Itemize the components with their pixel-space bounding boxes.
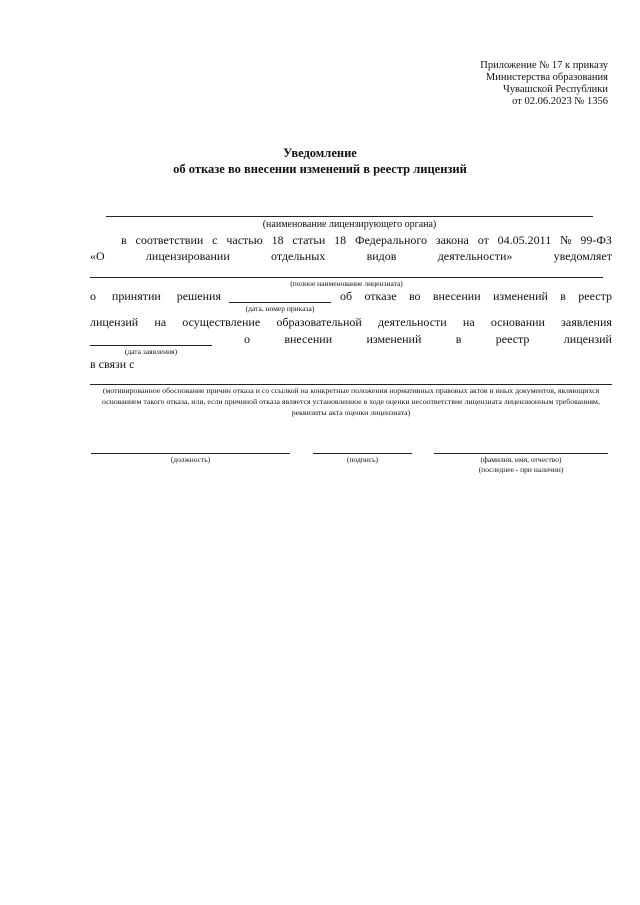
- signature-caption: (подпись): [346, 455, 379, 464]
- order-field-line: [229, 302, 331, 303]
- appendix-header: [480, 60, 608, 108]
- reason-intro: в связи с: [90, 357, 135, 371]
- body-word: основании: [490, 315, 545, 329]
- body-word: «О: [90, 249, 105, 263]
- document-title: Уведомление: [283, 146, 357, 160]
- body-word: статьи: [292, 233, 326, 247]
- body-word: отдельных: [271, 249, 326, 263]
- body-word: об: [340, 289, 353, 303]
- header-line-3: Чувашской Республики: [502, 84, 608, 95]
- position-field-line: [91, 453, 290, 454]
- body-word: на: [462, 315, 475, 329]
- body-word: Федерального: [354, 233, 427, 247]
- body-word: закона: [435, 233, 469, 247]
- application-date-line: [90, 345, 212, 346]
- body-word: от: [477, 233, 489, 247]
- body-word: заявления: [561, 315, 612, 329]
- licensee-field-line: [90, 277, 603, 278]
- body-word: видов: [366, 249, 397, 263]
- fio-note-caption: (последнее - при наличии): [478, 465, 564, 474]
- body-word: изменений: [366, 332, 422, 346]
- body-word: уведомляет: [553, 249, 612, 263]
- body-word: частью: [226, 233, 263, 247]
- body-word: в: [560, 289, 566, 303]
- body-word: в: [121, 233, 127, 247]
- body-word: изменений: [493, 289, 548, 303]
- body-word: 18: [334, 233, 347, 247]
- organ-caption: (наименование лицензирующего органа): [262, 219, 437, 230]
- body-word: реестр: [495, 332, 530, 346]
- body-word: в: [455, 332, 462, 346]
- body-word: решения: [176, 289, 221, 303]
- body-word: внесении: [432, 289, 481, 303]
- body-word: о: [90, 289, 96, 303]
- reason-note: (мотивированное обоснование причин отказа и со ссылкой на конкретные положения нормативных правовых актов и иных документов, являющихся основанием такого отказа, или, если причиной отказа является установленное в ходе оценки несоответствие лицензиата лицензионным требованиям, реквизиты акта оценки лицензиата): [102, 386, 600, 417]
- body-row-3-start: [90, 289, 221, 304]
- body-word: соответствии: [135, 233, 204, 247]
- licensee-caption: (полное наименование лицензиата): [290, 279, 403, 288]
- body-word: №: [560, 233, 572, 247]
- order-caption: (дата, номер приказа): [245, 304, 315, 313]
- body-word: деятельности»: [437, 249, 513, 263]
- header-line-1: Приложение № 17 к приказу: [480, 60, 608, 71]
- header-line-4: от 02.06.2023 № 1356: [512, 96, 608, 107]
- header-line-2: Министерства образования: [485, 72, 608, 83]
- organ-field-line: [106, 216, 593, 217]
- body-word: лицензировании: [145, 249, 230, 263]
- body-word: образовательной: [276, 315, 362, 329]
- body-word: 18: [271, 233, 284, 247]
- body-word: лицензий: [90, 315, 139, 329]
- body-word: во: [408, 289, 421, 303]
- body-word: внесении: [284, 332, 333, 346]
- body-word: 04.05.2011: [497, 233, 552, 247]
- body-word: о: [244, 332, 250, 346]
- fio-caption: (фамилия, имя, отчество): [480, 455, 562, 464]
- body-word: принятии: [111, 289, 161, 303]
- body-word: отказе: [364, 289, 397, 303]
- body-row-1: [121, 233, 612, 248]
- application-date-caption: (дата заявления): [124, 347, 178, 356]
- body-word: 99-ФЗ: [580, 233, 612, 247]
- body-word: лицензий: [563, 332, 612, 346]
- body-word: с: [212, 233, 218, 247]
- document-subtitle: об отказе во внесении изменений в реестр лицензий: [173, 162, 467, 176]
- body-row-2: [90, 249, 612, 264]
- body-row-5: [244, 332, 612, 347]
- signature-field-line: [313, 453, 412, 454]
- position-caption: (должность): [170, 455, 211, 464]
- fio-field-line: [434, 453, 608, 454]
- body-word: реестр: [578, 289, 612, 303]
- body-word: деятельности: [378, 315, 447, 329]
- body-row-4: [90, 315, 612, 330]
- body-word: на: [154, 315, 167, 329]
- body-row-3-end: [340, 289, 612, 304]
- body-word: осуществление: [182, 315, 261, 329]
